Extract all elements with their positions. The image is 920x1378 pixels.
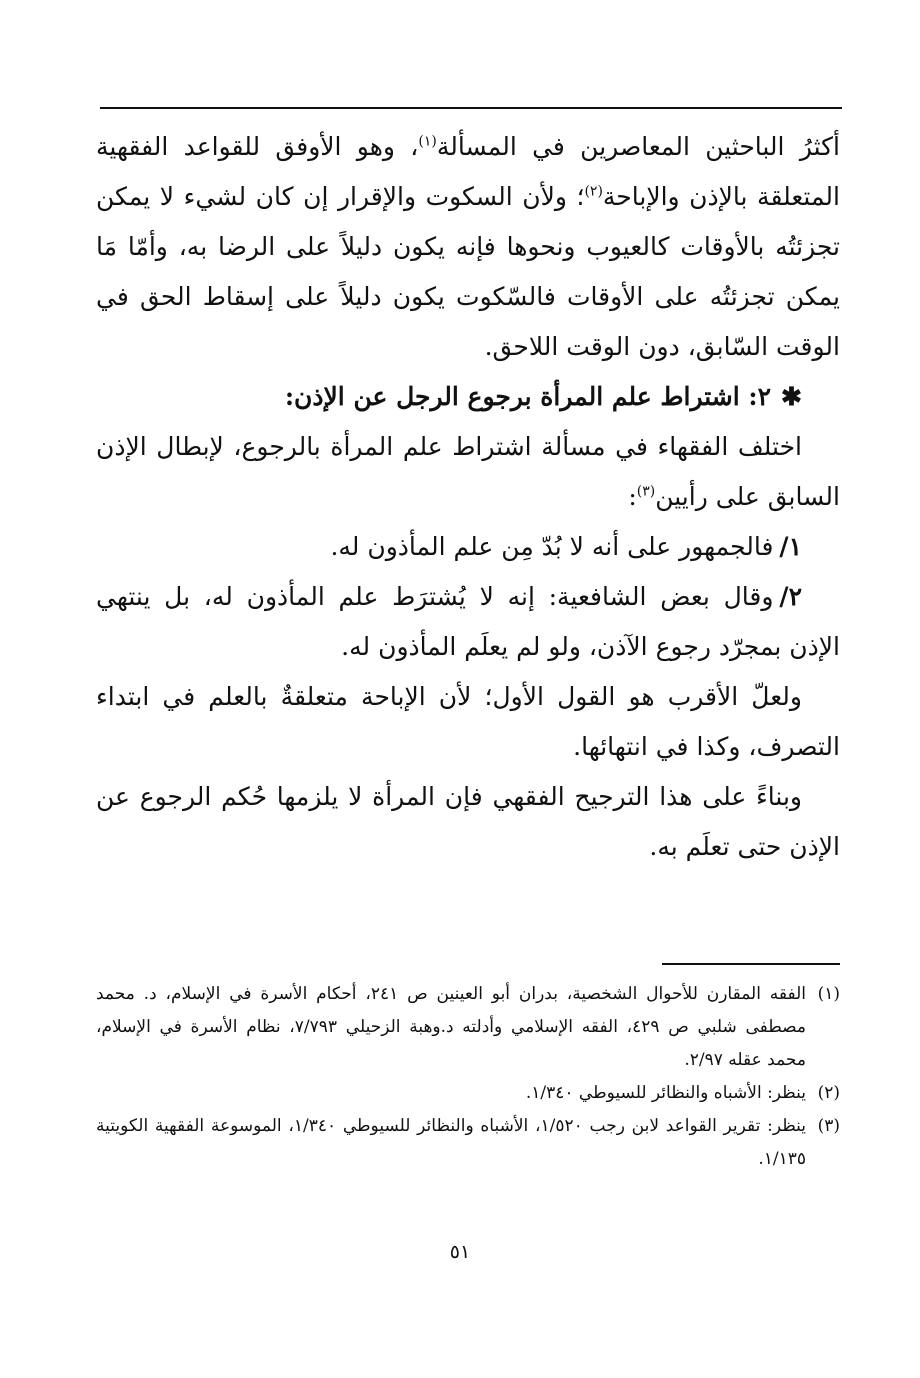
footnote-1-mark: (١)	[817, 984, 840, 1004]
header-rule	[100, 107, 842, 109]
footnote-ref-3[interactable]: (٣)	[636, 483, 656, 500]
footnote-1	[96, 978, 840, 1077]
list-item-2-number: ٢/	[779, 582, 802, 611]
footnote-3-text: ينظر: تقرير القواعد لابن رجب ١/٥٢٠، الأشباه والنظائر للسيوطي ١/٣٤٠، الموسوعة الفقهية الكويتية ١/١٣٥.	[96, 1116, 807, 1169]
footnotes	[96, 978, 840, 1176]
footnote-ref-1[interactable]: (١)	[418, 133, 437, 150]
list-item-2-text: وقال بعض الشافعية: إنه لا يُشترَط علم المأذون له، بل ينتهي الإذن بمجرّد رجوع الآذن، ولو لم يعلَم المأذون له.	[96, 582, 840, 661]
paragraph-1-part-2: ، وهو الأوفق للقواعد الفقهية المتعلقة بالإذن والإباحة	[96, 132, 840, 211]
list-item-1	[96, 522, 840, 572]
footnote-1-text: الفقه المقارن للأحوال الشخصية، بدران أبو العينين ص ٢٤١، أحكام الأسرة في الإسلام، د. محمد مصطفى شلبي ص ٤٢٩، الفقه الإسلامي وأدلته د.وهبة الزحيلي ٧/٧٩٣، نظام الأسرة في الإسلام، محمد عقله ٢/٩٧.	[96, 984, 807, 1070]
list-item-1-number: ١/	[779, 532, 802, 561]
paragraph-2-part-2: :	[628, 482, 637, 511]
footnote-2	[96, 1077, 840, 1110]
footnote-2-mark: (٢)	[817, 1083, 840, 1103]
paragraph-1-part-3: ؛ ولأن السكوت والإقرار إن كان لشيء لا يمكن تجزئتُه بالأوقات كالعيوب ونحوها فإنه يكون دليلاً على الرضا به، وأمّا مَا يمكن تجزئتُه على الأوقات فالسّكوت يكون دليلاً على إسقاط الحق في الوقت السّابق، دون الوقت اللاحق.	[96, 182, 840, 361]
paragraph-1-part-1: أكثرُ الباحثين المعاصرين في المسألة	[436, 132, 840, 161]
paragraph-1	[96, 122, 840, 372]
footnote-3-mark: (٣)	[817, 1116, 840, 1136]
section-heading-text: ٢: اشتراط علم المرأة برجوع الرجل عن الإذن:	[284, 382, 772, 411]
paragraph-3: ولعلّ الأقرب هو القول الأول؛ لأن الإباحة متعلقةٌ بالعلم في ابتداء التصرف، وكذا في انتهائها.	[96, 682, 840, 761]
footnote-ref-2[interactable]: (٢)	[584, 183, 603, 200]
list-item-1-text: فالجمهور على أنه لا بُدّ مِن علم المأذون له.	[330, 532, 774, 561]
footnote-separator	[662, 963, 840, 965]
section-heading	[96, 372, 840, 422]
star-icon: ✱	[781, 382, 802, 411]
page-number: ٥١	[449, 1241, 471, 1263]
paragraph-4: وبناءً على هذا الترجيح الفقهي فإن المرأة لا يلزمها حُكم الرجوع عن الإذن حتى تعلَم به.	[96, 782, 840, 861]
footnote-3	[96, 1110, 840, 1176]
paragraph-2	[96, 422, 840, 522]
main-text	[96, 122, 840, 872]
footnote-2-text: ينظر: الأشباه والنظائر للسيوطي ١/٣٤٠.	[525, 1083, 806, 1103]
list-item-2	[96, 572, 840, 672]
paragraph-2-part-1: اختلف الفقهاء في مسألة اشتراط علم المرأة بالرجوع، لإبطال الإذن السابق على رأيين	[96, 432, 840, 511]
